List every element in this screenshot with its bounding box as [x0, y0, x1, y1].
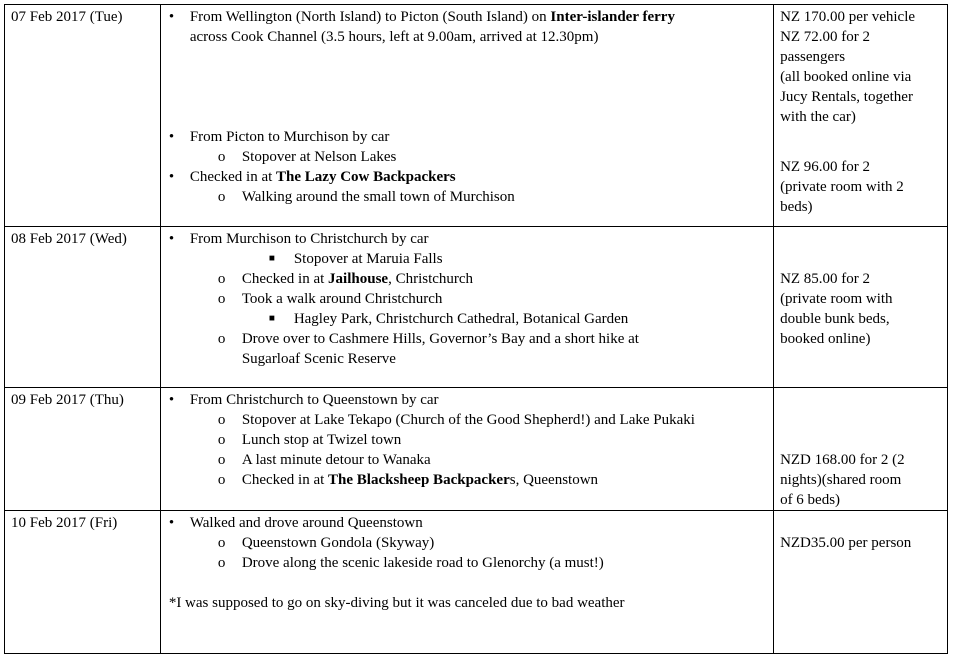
date-cell: 10 Feb 2017 (Fri) [5, 511, 161, 654]
list-item: o Walking around the small town of Murchison [217, 189, 515, 205]
list-item: o Checked in at The Blacksheep Backpackers, Queenstown [217, 472, 599, 488]
cost-cell: NZ 85.00 for 2 (private room with double bunk beds, booked online) [774, 227, 948, 388]
bullet-icon: • [168, 129, 175, 145]
spacer [780, 390, 945, 450]
list-item: • From Wellington (North Island) to Picton (South Island) on Inter-islander ferry across Cook Channel (3.5 hours, left at 9.00am, arrived at 12.30pm) [168, 9, 675, 45]
list-item: o Lunch stop at Twizel town [217, 432, 402, 448]
circle-bullet-icon: o [217, 271, 226, 287]
spacer [780, 127, 945, 157]
description-cell [160, 227, 773, 388]
circle-bullet-icon: o [217, 291, 226, 307]
spacer [161, 573, 771, 593]
list-item: o Stopover at Nelson Lakes [217, 149, 397, 165]
spacer [780, 229, 945, 269]
note-text: *I was supposed to go on sky-diving but it was canceled due to bad weather [168, 595, 625, 611]
description-cell [160, 388, 773, 511]
square-bullet-icon: ■ [268, 253, 275, 264]
itinerary-table [4, 4, 948, 654]
bullet-icon: • [168, 515, 175, 531]
list-item: o Stopover at Lake Tekapo (Church of the Good Shepherd!) and Lake Pukaki [217, 412, 695, 428]
circle-bullet-icon: o [217, 472, 226, 488]
square-bullet-icon: ■ [268, 313, 275, 324]
bullet-icon: • [168, 9, 175, 25]
circle-bullet-icon: o [217, 149, 226, 165]
table-row [5, 388, 948, 511]
list-item: o Drove over to Cashmere Hills, Governor’s Bay and a short hike at Sugarloaf Scenic Reserve [217, 331, 639, 367]
list-item: o Took a walk around Christchurch [217, 291, 443, 307]
cost-cell: NZD 168.00 for 2 (2 nights)(shared room of 6 beds) [774, 388, 948, 511]
date-cell: 08 Feb 2017 (Wed) [5, 227, 161, 388]
cost-cell: NZ 170.00 per vehicle NZ 72.00 for 2 passengers (all booked online via Jucy Rentals, together with the car) NZ 96.00 for 2 (private room with 2 beds) [774, 5, 948, 227]
circle-bullet-icon: o [217, 189, 226, 205]
circle-bullet-icon: o [217, 432, 226, 448]
table-row [5, 227, 948, 388]
list-item: • Checked in at The Lazy Cow Backpackers [168, 169, 456, 185]
list-item: • From Christchurch to Queenstown by car [168, 392, 439, 408]
list-item: o Checked in at Jailhouse, Christchurch [217, 271, 474, 287]
list-item: o Drove along the scenic lakeside road to Glenorchy (a must!) [217, 555, 604, 571]
list-item: • From Picton to Murchison by car [168, 129, 390, 145]
circle-bullet-icon: o [217, 331, 226, 347]
spacer [161, 47, 771, 127]
date-cell: 09 Feb 2017 (Thu) [5, 388, 161, 511]
list-item: • From Murchison to Christchurch by car [168, 231, 429, 247]
circle-bullet-icon: o [217, 412, 226, 428]
bullet-icon: • [168, 392, 175, 408]
list-item: ■ Hagley Park, Christchurch Cathedral, Botanical Garden [268, 311, 629, 327]
circle-bullet-icon: o [217, 535, 226, 551]
table-row [5, 5, 948, 227]
list-item: ■ Stopover at Maruia Falls [268, 251, 443, 267]
cost-cell: NZD35.00 per person [774, 511, 948, 654]
table-row [5, 511, 948, 654]
circle-bullet-icon: o [217, 452, 226, 468]
date-cell: 07 Feb 2017 (Tue) [5, 5, 161, 227]
circle-bullet-icon: o [217, 555, 226, 571]
list-item: o Queenstown Gondola (Skyway) [217, 535, 435, 551]
spacer [780, 513, 945, 533]
description-cell [160, 511, 773, 654]
bullet-icon: • [168, 231, 175, 247]
list-item: o A last minute detour to Wanaka [217, 452, 431, 468]
list-item: • Walked and drove around Queenstown [168, 515, 423, 531]
description-cell [160, 5, 773, 227]
bullet-icon: • [168, 169, 175, 185]
